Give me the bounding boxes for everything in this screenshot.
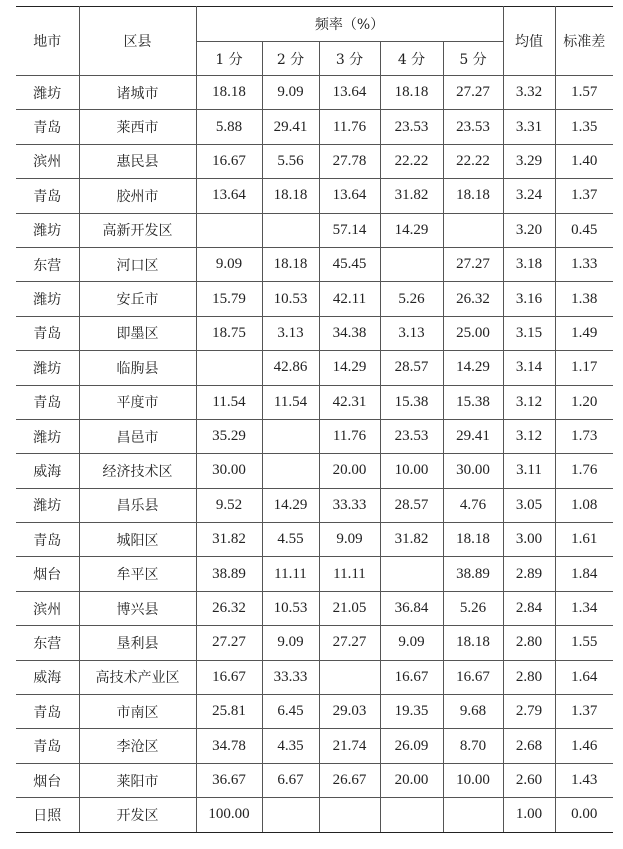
std-cell: 1.76 <box>555 454 613 488</box>
table-row <box>16 282 613 316</box>
score-4-cell: 23.53 <box>380 110 443 144</box>
score-2-cell: 9.09 <box>262 76 319 110</box>
score-5-cell: 14.29 <box>443 351 503 385</box>
score-3-cell: 9.09 <box>319 523 380 557</box>
score-3-cell: 13.64 <box>319 179 380 213</box>
score-3-cell: 11.76 <box>319 419 380 453</box>
score-3-cell: 33.33 <box>319 488 380 522</box>
score-3-cell: 29.03 <box>319 695 380 729</box>
score-4-cell: 36.84 <box>380 591 443 625</box>
score-2-cell: 6.45 <box>262 695 319 729</box>
table-row <box>16 247 613 281</box>
score-3-cell: 13.64 <box>319 76 380 110</box>
mean-cell: 3.12 <box>503 419 555 453</box>
std-cell: 1.73 <box>555 419 613 453</box>
county-cell: 平度市 <box>79 385 196 419</box>
mean-cell: 3.15 <box>503 316 555 350</box>
table-row <box>16 110 613 144</box>
score-2-cell: 10.53 <box>262 282 319 316</box>
table-row <box>16 316 613 350</box>
score-5-cell: 26.32 <box>443 282 503 316</box>
county-cell: 市南区 <box>79 695 196 729</box>
score-4-cell: 20.00 <box>380 763 443 797</box>
score-1-cell: 18.75 <box>196 316 262 350</box>
table-row <box>16 626 613 660</box>
county-cell: 河口区 <box>79 247 196 281</box>
std-cell: 1.43 <box>555 763 613 797</box>
mean-cell: 3.20 <box>503 213 555 247</box>
county-cell: 经济技术区 <box>79 454 196 488</box>
std-cell: 1.61 <box>555 523 613 557</box>
region-cell: 青岛 <box>16 523 79 557</box>
score-1-header: 1 分 <box>196 42 262 76</box>
std-cell: 1.46 <box>555 729 613 763</box>
mean-cell: 3.14 <box>503 351 555 385</box>
mean-cell: 2.89 <box>503 557 555 591</box>
region-cell: 青岛 <box>16 695 79 729</box>
score-1-cell: 11.54 <box>196 385 262 419</box>
score-5-cell: 4.76 <box>443 488 503 522</box>
frequency-header: 频率（%） <box>196 7 503 42</box>
score-3-cell: 11.11 <box>319 557 380 591</box>
score-5-cell: 25.00 <box>443 316 503 350</box>
score-3-cell: 45.45 <box>319 247 380 281</box>
county-cell: 博兴县 <box>79 591 196 625</box>
table-row <box>16 798 613 832</box>
county-cell: 胶州市 <box>79 179 196 213</box>
mean-cell: 1.00 <box>503 798 555 832</box>
score-3-cell: 21.05 <box>319 591 380 625</box>
table-row <box>16 76 613 110</box>
score-1-cell: 35.29 <box>196 419 262 453</box>
table-row <box>16 385 613 419</box>
score-1-cell: 16.67 <box>196 660 262 694</box>
score-2-cell <box>262 419 319 453</box>
score-1-cell: 26.32 <box>196 591 262 625</box>
std-cell: 1.37 <box>555 695 613 729</box>
table-row <box>16 557 613 591</box>
score-2-cell: 10.53 <box>262 591 319 625</box>
score-5-header: 5 分 <box>443 42 503 76</box>
county-cell: 昌乐县 <box>79 488 196 522</box>
score-2-cell: 4.55 <box>262 523 319 557</box>
mean-header: 均值 <box>503 7 555 76</box>
score-4-cell: 31.82 <box>380 523 443 557</box>
score-2-cell <box>262 798 319 832</box>
score-5-cell: 27.27 <box>443 76 503 110</box>
score-1-cell: 36.67 <box>196 763 262 797</box>
score-5-cell: 27.27 <box>443 247 503 281</box>
score-1-cell: 100.00 <box>196 798 262 832</box>
score-5-cell: 16.67 <box>443 660 503 694</box>
county-cell: 垦利县 <box>79 626 196 660</box>
county-cell: 安丘市 <box>79 282 196 316</box>
score-2-cell: 14.29 <box>262 488 319 522</box>
score-3-header: 3 分 <box>319 42 380 76</box>
std-cell: 1.49 <box>555 316 613 350</box>
mean-cell: 2.80 <box>503 660 555 694</box>
mean-cell: 3.24 <box>503 179 555 213</box>
score-5-cell: 18.18 <box>443 179 503 213</box>
county-cell: 李沧区 <box>79 729 196 763</box>
std-header: 标准差 <box>555 7 613 76</box>
score-5-cell: 5.26 <box>443 591 503 625</box>
mean-cell: 3.29 <box>503 144 555 178</box>
score-5-cell: 29.41 <box>443 419 503 453</box>
score-2-cell: 18.18 <box>262 247 319 281</box>
score-3-cell: 34.38 <box>319 316 380 350</box>
mean-cell: 3.11 <box>503 454 555 488</box>
mean-cell: 2.84 <box>503 591 555 625</box>
score-1-cell: 18.18 <box>196 76 262 110</box>
region-cell: 潍坊 <box>16 76 79 110</box>
score-3-cell: 27.78 <box>319 144 380 178</box>
score-1-cell: 34.78 <box>196 729 262 763</box>
score-4-cell: 16.67 <box>380 660 443 694</box>
score-4-cell: 18.18 <box>380 76 443 110</box>
score-4-cell: 14.29 <box>380 213 443 247</box>
table-row <box>16 695 613 729</box>
std-cell: 0.45 <box>555 213 613 247</box>
region-cell: 烟台 <box>16 557 79 591</box>
county-cell: 昌邑市 <box>79 419 196 453</box>
region-cell: 东营 <box>16 626 79 660</box>
std-cell: 1.57 <box>555 76 613 110</box>
std-cell: 1.08 <box>555 488 613 522</box>
region-cell: 烟台 <box>16 763 79 797</box>
county-cell: 莱西市 <box>79 110 196 144</box>
score-4-cell: 23.53 <box>380 419 443 453</box>
score-4-cell: 22.22 <box>380 144 443 178</box>
score-5-cell: 30.00 <box>443 454 503 488</box>
score-2-cell: 11.54 <box>262 385 319 419</box>
score-1-cell: 38.89 <box>196 557 262 591</box>
table-row <box>16 591 613 625</box>
score-2-cell: 3.13 <box>262 316 319 350</box>
county-cell: 即墨区 <box>79 316 196 350</box>
score-4-cell: 31.82 <box>380 179 443 213</box>
table-row <box>16 523 613 557</box>
score-5-cell: 22.22 <box>443 144 503 178</box>
table-row <box>16 419 613 453</box>
mean-cell: 3.05 <box>503 488 555 522</box>
score-4-cell <box>380 798 443 832</box>
score-5-cell: 9.68 <box>443 695 503 729</box>
std-cell: 1.34 <box>555 591 613 625</box>
score-4-cell <box>380 247 443 281</box>
frequency-table <box>16 6 613 833</box>
mean-cell: 3.32 <box>503 76 555 110</box>
region-cell: 青岛 <box>16 385 79 419</box>
score-2-cell <box>262 213 319 247</box>
score-1-cell: 27.27 <box>196 626 262 660</box>
score-2-cell: 5.56 <box>262 144 319 178</box>
score-2-cell: 29.41 <box>262 110 319 144</box>
county-cell: 惠民县 <box>79 144 196 178</box>
score-1-cell: 31.82 <box>196 523 262 557</box>
region-cell: 潍坊 <box>16 213 79 247</box>
region-cell: 青岛 <box>16 316 79 350</box>
score-2-cell: 42.86 <box>262 351 319 385</box>
score-2-cell: 11.11 <box>262 557 319 591</box>
score-1-cell: 9.09 <box>196 247 262 281</box>
score-2-header: 2 分 <box>262 42 319 76</box>
score-2-cell: 6.67 <box>262 763 319 797</box>
score-5-cell: 8.70 <box>443 729 503 763</box>
score-2-cell: 4.35 <box>262 729 319 763</box>
score-1-cell: 25.81 <box>196 695 262 729</box>
score-4-cell: 19.35 <box>380 695 443 729</box>
county-cell: 临朐县 <box>79 351 196 385</box>
score-1-cell: 16.67 <box>196 144 262 178</box>
score-1-cell: 15.79 <box>196 282 262 316</box>
score-5-cell: 18.18 <box>443 626 503 660</box>
score-5-cell: 15.38 <box>443 385 503 419</box>
score-3-cell: 11.76 <box>319 110 380 144</box>
score-2-cell: 33.33 <box>262 660 319 694</box>
score-4-cell: 15.38 <box>380 385 443 419</box>
score-1-cell: 30.00 <box>196 454 262 488</box>
score-5-cell: 23.53 <box>443 110 503 144</box>
score-5-cell: 18.18 <box>443 523 503 557</box>
mean-cell: 2.68 <box>503 729 555 763</box>
std-cell: 1.38 <box>555 282 613 316</box>
region-cell: 青岛 <box>16 179 79 213</box>
region-header: 地市 <box>16 7 79 76</box>
score-4-cell: 9.09 <box>380 626 443 660</box>
score-3-cell: 57.14 <box>319 213 380 247</box>
mean-cell: 2.80 <box>503 626 555 660</box>
table-row <box>16 763 613 797</box>
table-row <box>16 488 613 522</box>
region-cell: 青岛 <box>16 110 79 144</box>
region-cell: 滨州 <box>16 144 79 178</box>
std-cell: 0.00 <box>555 798 613 832</box>
table-row <box>16 660 613 694</box>
score-3-cell: 27.27 <box>319 626 380 660</box>
table-row <box>16 179 613 213</box>
county-cell: 高新开发区 <box>79 213 196 247</box>
score-3-cell: 42.31 <box>319 385 380 419</box>
region-cell: 东营 <box>16 247 79 281</box>
table-row <box>16 454 613 488</box>
score-5-cell <box>443 213 503 247</box>
score-3-cell: 26.67 <box>319 763 380 797</box>
score-3-cell: 14.29 <box>319 351 380 385</box>
score-4-cell: 28.57 <box>380 351 443 385</box>
score-3-cell: 20.00 <box>319 454 380 488</box>
table-row <box>16 729 613 763</box>
mean-cell: 3.12 <box>503 385 555 419</box>
score-2-cell: 9.09 <box>262 626 319 660</box>
county-cell: 开发区 <box>79 798 196 832</box>
region-cell: 威海 <box>16 454 79 488</box>
std-cell: 1.40 <box>555 144 613 178</box>
std-cell: 1.17 <box>555 351 613 385</box>
mean-cell: 3.18 <box>503 247 555 281</box>
score-5-cell <box>443 798 503 832</box>
score-2-cell <box>262 454 319 488</box>
score-5-cell: 38.89 <box>443 557 503 591</box>
region-cell: 滨州 <box>16 591 79 625</box>
score-4-cell: 3.13 <box>380 316 443 350</box>
county-cell: 诸城市 <box>79 76 196 110</box>
std-cell: 1.37 <box>555 179 613 213</box>
mean-cell: 2.60 <box>503 763 555 797</box>
mean-cell: 3.00 <box>503 523 555 557</box>
county-header: 区县 <box>79 7 196 76</box>
table-body <box>16 76 613 833</box>
region-cell: 威海 <box>16 660 79 694</box>
header-row-1 <box>16 7 613 42</box>
std-cell: 1.33 <box>555 247 613 281</box>
county-cell: 莱阳市 <box>79 763 196 797</box>
score-3-cell <box>319 798 380 832</box>
score-5-cell: 10.00 <box>443 763 503 797</box>
std-cell: 1.64 <box>555 660 613 694</box>
table-row <box>16 351 613 385</box>
mean-cell: 3.31 <box>503 110 555 144</box>
county-cell: 高技术产业区 <box>79 660 196 694</box>
std-cell: 1.55 <box>555 626 613 660</box>
region-cell: 潍坊 <box>16 351 79 385</box>
std-cell: 1.35 <box>555 110 613 144</box>
frequency-table-container <box>16 6 613 833</box>
score-4-cell: 5.26 <box>380 282 443 316</box>
region-cell: 潍坊 <box>16 282 79 316</box>
table-row <box>16 144 613 178</box>
score-1-cell: 9.52 <box>196 488 262 522</box>
std-cell: 1.84 <box>555 557 613 591</box>
region-cell: 潍坊 <box>16 419 79 453</box>
region-cell: 潍坊 <box>16 488 79 522</box>
std-cell: 1.20 <box>555 385 613 419</box>
score-1-cell <box>196 213 262 247</box>
table-row <box>16 213 613 247</box>
score-4-cell: 26.09 <box>380 729 443 763</box>
score-3-cell: 42.11 <box>319 282 380 316</box>
score-3-cell: 21.74 <box>319 729 380 763</box>
score-2-cell: 18.18 <box>262 179 319 213</box>
region-cell: 青岛 <box>16 729 79 763</box>
mean-cell: 2.79 <box>503 695 555 729</box>
score-1-cell: 5.88 <box>196 110 262 144</box>
score-1-cell: 13.64 <box>196 179 262 213</box>
score-4-cell <box>380 557 443 591</box>
county-cell: 牟平区 <box>79 557 196 591</box>
region-cell: 日照 <box>16 798 79 832</box>
mean-cell: 3.16 <box>503 282 555 316</box>
score-3-cell <box>319 660 380 694</box>
score-1-cell <box>196 351 262 385</box>
county-cell: 城阳区 <box>79 523 196 557</box>
score-4-cell: 10.00 <box>380 454 443 488</box>
score-4-header: 4 分 <box>380 42 443 76</box>
score-4-cell: 28.57 <box>380 488 443 522</box>
